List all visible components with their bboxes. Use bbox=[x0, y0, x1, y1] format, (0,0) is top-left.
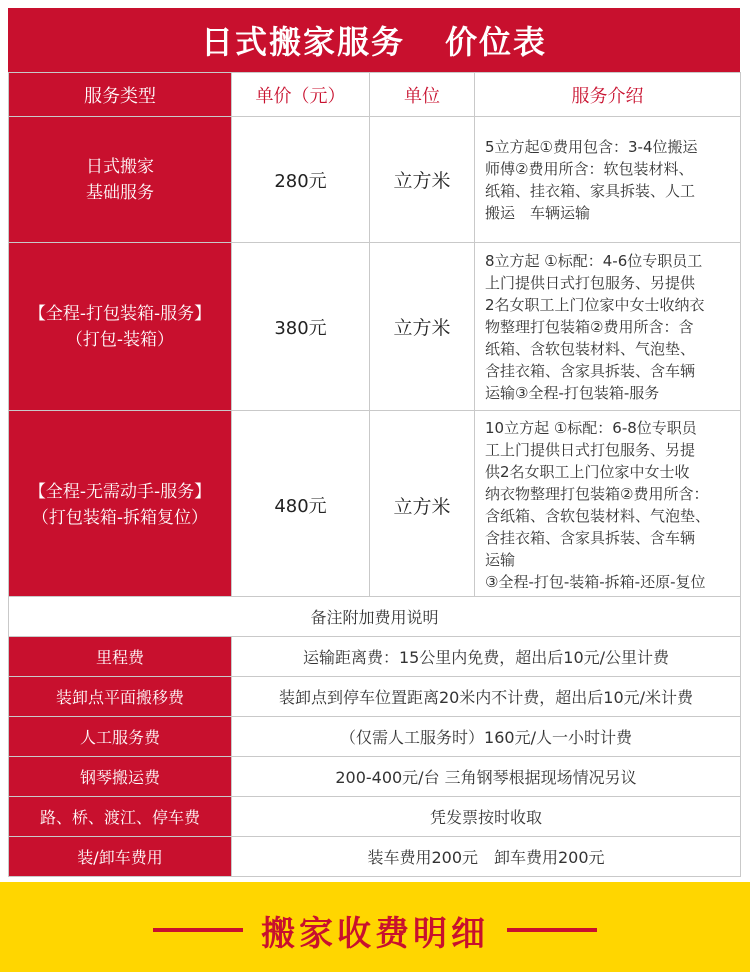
service-intro-cell bbox=[475, 411, 741, 600]
intro-line: 工上门提供日式打包服务、另提 bbox=[485, 441, 696, 459]
fee-name-cell: 钢琴搬运费 bbox=[9, 757, 232, 797]
footer-text: 搬家收费明细 bbox=[261, 913, 489, 954]
intro-line: 物整理打包装箱②费用所含：含 bbox=[485, 317, 694, 336]
table-row bbox=[9, 411, 741, 600]
intro-line: 供2名女职工上门位家中女士收 bbox=[485, 463, 690, 481]
service-type-line: （打包装箱-拆箱复位） bbox=[31, 508, 209, 528]
intro-line: 运输③全程-打包装箱-服务 bbox=[485, 383, 660, 402]
unit-price-cell: 280元 bbox=[232, 117, 370, 243]
service-type-cell bbox=[9, 411, 232, 600]
service-type-cell bbox=[9, 243, 232, 411]
table-row bbox=[9, 243, 741, 411]
intro-line: 纳衣物整理打包装箱②费用所含： bbox=[485, 485, 709, 503]
footer-title bbox=[0, 904, 750, 956]
header-unit-price: 单价（元） bbox=[232, 73, 370, 117]
intro-line: ③全程-打包-装箱-拆箱-还原-复位 bbox=[485, 573, 706, 591]
intro-line: 5立方起①费用包含：3-4位搬运 bbox=[485, 137, 698, 156]
service-price-table bbox=[8, 72, 741, 600]
header-service-intro: 服务介绍 bbox=[475, 73, 741, 117]
additional-fees-table bbox=[8, 596, 741, 877]
intro-line: 纸箱、挂衣箱、家具拆装、人工 bbox=[485, 181, 696, 200]
table-row bbox=[9, 837, 741, 877]
header-unit: 单位 bbox=[370, 73, 475, 117]
table-row bbox=[9, 757, 741, 797]
intro-line: 搬运 车辆运输 bbox=[485, 203, 591, 222]
unit-price-cell: 480元 bbox=[232, 411, 370, 600]
table-row bbox=[9, 637, 741, 677]
fee-desc-cell: 装车费用200元 卸车费用200元 bbox=[232, 837, 741, 877]
service-type-line: 基础服务 bbox=[86, 182, 154, 203]
service-type-line: 日式搬家 bbox=[86, 156, 154, 177]
title-main: 日式搬家服务 bbox=[200, 23, 405, 61]
intro-line: 师傅②费用所含：软包装材料、 bbox=[485, 159, 694, 178]
intro-line: 含纸箱、含软包装材料、气泡垫、 bbox=[485, 507, 711, 525]
fee-desc-cell: 运输距离费：15公里内免费，超出后10元/公里计费 bbox=[232, 637, 741, 677]
fee-name-cell: 装/卸车费用 bbox=[9, 837, 232, 877]
intro-line: 8立方起 ①标配：4-6位专职员工 bbox=[485, 251, 703, 270]
service-type-line: 【全程-无需动手-服务】 bbox=[28, 482, 212, 502]
service-type-cell bbox=[9, 117, 232, 243]
title-sub: 价位表 bbox=[445, 23, 548, 61]
table-row bbox=[9, 677, 741, 717]
intro-line: 含挂衣箱、含家具拆装、含车辆 bbox=[485, 361, 696, 380]
fee-name-cell: 路、桥、渡江、停车费 bbox=[9, 797, 232, 837]
fee-name-cell: 里程费 bbox=[9, 637, 232, 677]
service-intro-cell bbox=[475, 117, 741, 243]
table-row bbox=[9, 797, 741, 837]
table-row bbox=[9, 717, 741, 757]
fee-desc-cell: 200-400元/台 三角钢琴根据现场情况另议 bbox=[232, 757, 741, 797]
unit-cell: 立方米 bbox=[370, 243, 475, 411]
intro-line: 含挂衣箱、含家具拆装、含车辆 bbox=[485, 529, 696, 547]
table-header-row bbox=[9, 73, 741, 117]
title-banner bbox=[8, 8, 740, 72]
intro-line: 10立方起 ①标配：6-8位专职员 bbox=[485, 419, 697, 437]
intro-line: 运输 bbox=[485, 551, 516, 569]
fee-desc-cell: 装卸点到停车位置距离20米内不计费，超出后10元/米计费 bbox=[232, 677, 741, 717]
footer-dash-left bbox=[153, 928, 243, 932]
header-service-type: 服务类型 bbox=[9, 73, 232, 117]
intro-line: 纸箱、含软包装材料、气泡垫、 bbox=[485, 339, 696, 358]
unit-cell: 立方米 bbox=[370, 411, 475, 600]
fee-name-cell: 人工服务费 bbox=[9, 717, 232, 757]
unit-cell: 立方米 bbox=[370, 117, 475, 243]
fee-name-cell: 装卸点平面搬移费 bbox=[9, 677, 232, 717]
intro-line: 上门提供日式打包服务、另提供 bbox=[485, 273, 696, 292]
intro-line: 2名女职工上门位家中女士收纳衣 bbox=[485, 295, 705, 314]
table-row bbox=[9, 117, 741, 243]
service-type-line: 【全程-打包装箱-服务】 bbox=[28, 303, 212, 324]
service-intro-cell bbox=[475, 243, 741, 411]
footer-dash-right bbox=[507, 928, 597, 932]
notes-heading-row bbox=[9, 597, 741, 637]
fee-desc-cell: （仅需人工服务时）160元/人一小时计费 bbox=[232, 717, 741, 757]
notes-heading: 备注附加费用说明 bbox=[9, 597, 741, 637]
service-type-line: （打包-装箱） bbox=[65, 329, 175, 350]
fee-desc-cell: 凭发票按时收取 bbox=[232, 797, 741, 837]
unit-price-cell: 380元 bbox=[232, 243, 370, 411]
